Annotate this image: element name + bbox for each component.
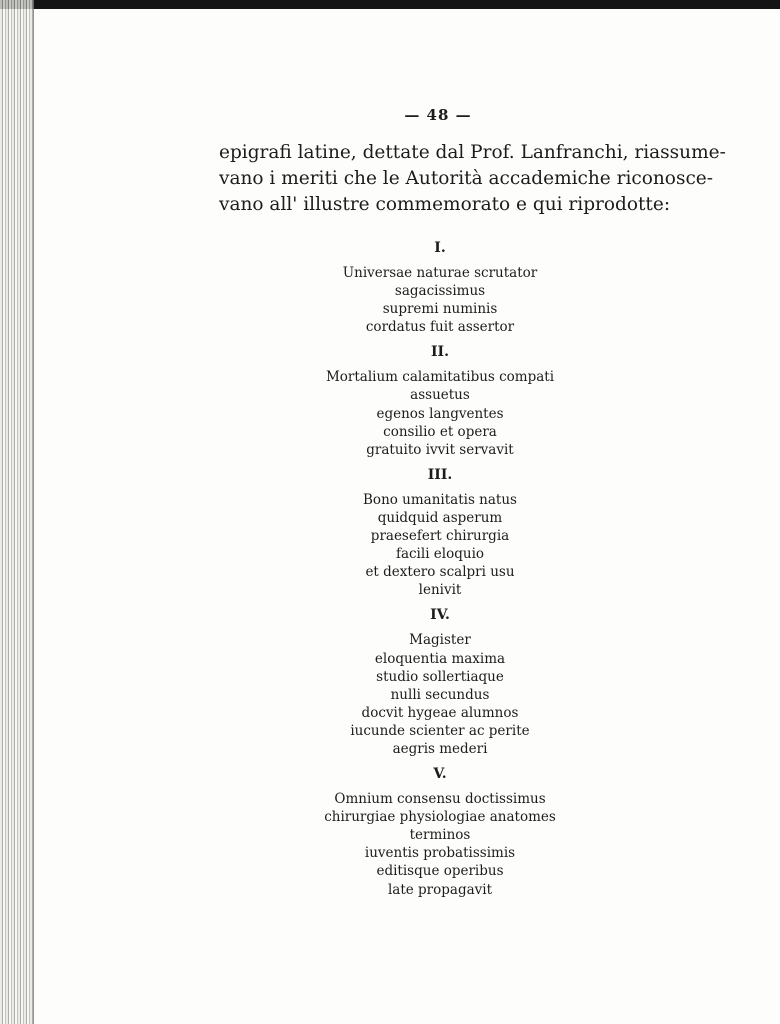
epigraph-line: lenivit bbox=[418, 582, 462, 599]
epigraph-line: nulli secundus bbox=[390, 686, 490, 703]
epigraph-3 bbox=[0, 463, 780, 600]
epigraph-list bbox=[0, 232, 780, 899]
epigraph-2 bbox=[0, 340, 780, 458]
epigraph-line: gratuito ivvit servavit bbox=[366, 441, 514, 458]
epigraph-line: consilio et opera bbox=[383, 423, 497, 440]
epigraph-number: I. bbox=[434, 240, 446, 256]
epigraph-line: cordatus fuit assertor bbox=[365, 319, 515, 336]
epigraph-line: supremi numinis bbox=[382, 301, 498, 318]
epigraph-5 bbox=[0, 762, 780, 899]
epigraph-number: III. bbox=[427, 466, 453, 483]
epigraph-number: V. bbox=[433, 766, 447, 783]
epigraph-line: chirurgiae physiologiae anatomes bbox=[324, 809, 556, 826]
page-top-border bbox=[0, 0, 780, 9]
epigraph-1 bbox=[0, 236, 780, 336]
epigraph-line: quidquid asperum bbox=[377, 509, 503, 526]
intro-line: vano i meriti che le Autorità accademiche riconosce- bbox=[219, 168, 713, 189]
epigraph-line: Mortalium calamitatibus compati bbox=[325, 369, 555, 386]
epigraph-line: editisque operibus bbox=[376, 863, 504, 880]
epigraph-line: Bono umanitatis natus bbox=[363, 491, 517, 508]
epigraph-number: IV. bbox=[430, 607, 450, 624]
epigraph-line: praesefert chirurgia bbox=[370, 528, 510, 545]
page-number: — 48 — bbox=[404, 106, 472, 124]
epigraph-line: terminos bbox=[409, 827, 471, 844]
intro-line: epigrafi latine, dettate dal Prof. Lanfranchi, riassume- bbox=[219, 142, 726, 163]
epigraph-number: II. bbox=[431, 344, 449, 361]
epigraph-line: docvit hygeae alumnos bbox=[361, 704, 519, 721]
epigraph-line: Omnium consensu doctissimus bbox=[334, 791, 546, 808]
epigraph-line: et dextero scalpri usu bbox=[365, 564, 515, 581]
epigraph-line: late propagavit bbox=[387, 881, 493, 898]
intro-line: vano all' illustre commemorato e qui riprodotte: bbox=[219, 194, 671, 215]
epigraph-line: Universae naturae scrutator bbox=[342, 265, 538, 281]
epigraph-line: eloquentia maxima bbox=[374, 650, 506, 667]
epigraph-line: iucunde scienter ac perite bbox=[350, 722, 530, 739]
intro-paragraph bbox=[219, 140, 726, 218]
epigraph-line: Magister bbox=[409, 632, 471, 649]
epigraph-line: sagacissimus bbox=[394, 283, 486, 300]
epigraph-4 bbox=[0, 603, 780, 758]
epigraph-line: assuetus bbox=[410, 387, 470, 404]
epigraph-line: iuventis probatissimis bbox=[364, 845, 516, 862]
epigraph-line: aegris mederi bbox=[392, 740, 488, 757]
epigraph-line: studio sollertiaque bbox=[376, 668, 504, 685]
epigraph-line: facili eloquio bbox=[395, 546, 485, 563]
epigraph-line: egenos langventes bbox=[376, 405, 504, 422]
